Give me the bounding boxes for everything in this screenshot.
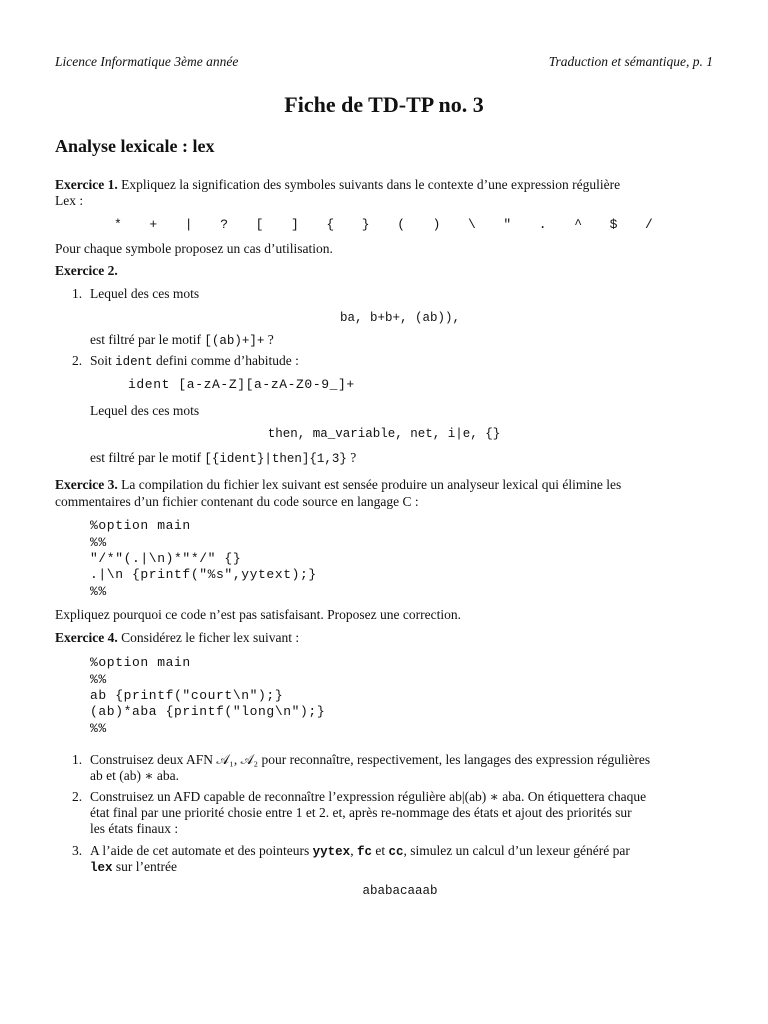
- ex1-line1: [55, 177, 620, 193]
- ex3-line1: [55, 477, 621, 493]
- ex1-symbol: *: [114, 217, 122, 232]
- ex4-item3-input: ababacaaab: [362, 884, 438, 898]
- ex3-code-line: %%: [90, 535, 107, 550]
- ex2-item2-words: then, ma_variable, net, i|e, {}: [267, 427, 501, 441]
- ex4-label: Exercice 4.: [55, 630, 118, 645]
- ex2-item2-question: Lequel des ces mots: [90, 403, 200, 418]
- ex2-label: Exercice 2.: [55, 263, 118, 278]
- ex1-symbol: }: [361, 217, 370, 232]
- ex1-after: Pour chaque symbole proposez un cas d’utilisation.: [55, 241, 333, 256]
- ex1-symbol: \: [468, 217, 476, 232]
- ex2-item2-num: 2.: [72, 353, 83, 368]
- ex1-text-line2: Lex :: [55, 193, 84, 208]
- ex3-text-line1: La compilation du fichier lex suivant est sensée produire un analyseur lexical qui élimine les: [121, 477, 622, 492]
- ex4-item2-line1: Construisez un AFD capable de reconnaître l’expression régulière ab|(ab) ∗ aba. On étiquettera chaque: [90, 789, 647, 804]
- ex3-code-line: "/*"(.|\n)*"*/" {}: [90, 551, 242, 566]
- ex2-item1-text: Lequel des ces mots: [90, 286, 200, 301]
- ex4-item3-sep1: ,: [350, 843, 357, 858]
- ex4-code-line: %option main: [90, 655, 191, 670]
- ex1-symbol: ]: [291, 217, 299, 232]
- ex1-symbol: /: [645, 217, 653, 232]
- ex2-item1-words: ba, b+b+, (ab)),: [339, 311, 461, 325]
- ex4-item2-num: 2.: [72, 789, 83, 804]
- ex2-item2-pattern: [{ident}|then]{1,3}: [204, 452, 347, 466]
- ex2-item2-ident: ident: [115, 355, 153, 369]
- ex1-symbol: ): [432, 217, 441, 232]
- ex2-item2-definition: ident [a-zA-Z][a-zA-Z0-9_]+: [128, 377, 355, 392]
- ex1-symbol: ^: [574, 217, 582, 232]
- ex1-symbol: .: [538, 217, 547, 232]
- ex4-item3-line2-post: sur l’entrée: [112, 859, 177, 874]
- ex4-item3-line2: [90, 859, 177, 876]
- ex3-code-line: .|\n {printf("%s",yytext);}: [90, 567, 317, 582]
- ex4-item3-sep2: et: [371, 843, 389, 858]
- page-title: Fiche de TD-TP no. 3: [284, 92, 484, 117]
- ex4-item1-num: 1.: [72, 752, 83, 767]
- ex2-item2-pre: Soit: [90, 353, 116, 368]
- section-heading: Analyse lexicale : lex: [55, 136, 215, 156]
- ex1-symbol: ?: [220, 217, 228, 232]
- ex4-item3-yytex: yytex: [312, 845, 351, 859]
- ex1-symbol: |: [184, 217, 193, 232]
- ex2-item1-follow-pre: est filtré par le motif: [90, 332, 205, 347]
- ex4-code-line: %%: [90, 721, 107, 736]
- ex3-label: Exercice 3.: [55, 477, 118, 492]
- ex3-text-line2: commentaires d’un fichier contenant du code source en langage C :: [55, 494, 419, 509]
- ex1-symbol: +: [149, 217, 158, 232]
- ex4-line1: [55, 630, 299, 646]
- ex4-text: Considérez le ficher lex suivant :: [121, 630, 300, 645]
- ex1-label: Exercice 1.: [55, 177, 118, 192]
- ex1-symbol: {: [326, 217, 335, 232]
- ex1-symbol: ": [503, 217, 512, 232]
- header-right: Traduction et sémantique, p. 1: [548, 54, 713, 69]
- ex3-code-line: %%: [90, 584, 107, 599]
- ex1-symbol: (: [397, 217, 405, 232]
- header-left: Licence Informatique 3ème année: [55, 54, 239, 69]
- ex4-code-line: (ab)*aba {printf("long\n");}: [90, 704, 326, 719]
- ex2-item2-intro: [90, 353, 299, 370]
- ex4-item3-lex: lex: [90, 861, 113, 875]
- ex2-item2-follow-pre: est filtré par le motif: [90, 450, 205, 465]
- ex4-item2-line2: état final par une priorité chosie entre 1 et 2. et, après re-nommage des états et ajout des priorités sur: [90, 805, 632, 820]
- ex4-item1-line1: Construisez deux AFN 𝒜₁, 𝒜₂ pour reconnaître, respectivement, les langages des expression régulières: [90, 752, 651, 767]
- ex2-item1-follow-post: ?: [264, 332, 274, 347]
- ex2-item1-pattern: [(ab)+]+: [204, 334, 265, 348]
- ex4-item1-line2: ab et (ab) ∗ aba.: [90, 768, 180, 783]
- ex4-item3-fc: fc: [356, 845, 372, 859]
- ex2-item2-follow: [90, 450, 356, 467]
- ex2-item2-post: defini comme d’habitude :: [152, 353, 299, 368]
- ex4-item3-post: , simulez un calcul d’un lexeur généré par: [403, 843, 630, 858]
- ex2-item1-num: 1.: [72, 286, 83, 301]
- ex1-symbol: [: [255, 217, 264, 232]
- ex4-item3-cc: cc: [388, 845, 404, 859]
- ex1-symbols-row: [0, 217, 768, 235]
- ex3-after: Expliquez pourquoi ce code n’est pas satisfaisant. Proposez une correction.: [55, 607, 461, 622]
- ex3-code-line: %option main: [90, 518, 191, 533]
- ex4-code-line: %%: [90, 672, 107, 687]
- ex4-code-line: ab {printf("court\n");}: [90, 688, 284, 703]
- ex2-item1-follow: [90, 332, 274, 349]
- ex1-symbol: $: [609, 217, 618, 232]
- ex2-item2-follow-post: ?: [346, 450, 357, 465]
- ex4-item3-line1: [90, 843, 630, 860]
- ex4-item3-pre: A l’aide de cet automate et des pointeurs: [90, 843, 313, 858]
- ex4-item3-num: 3.: [72, 843, 83, 858]
- ex1-text-line1: Expliquez la signification des symboles suivants dans le contexte d’une expression régulière: [121, 177, 621, 192]
- ex4-item2-line3: les états finaux :: [90, 821, 179, 836]
